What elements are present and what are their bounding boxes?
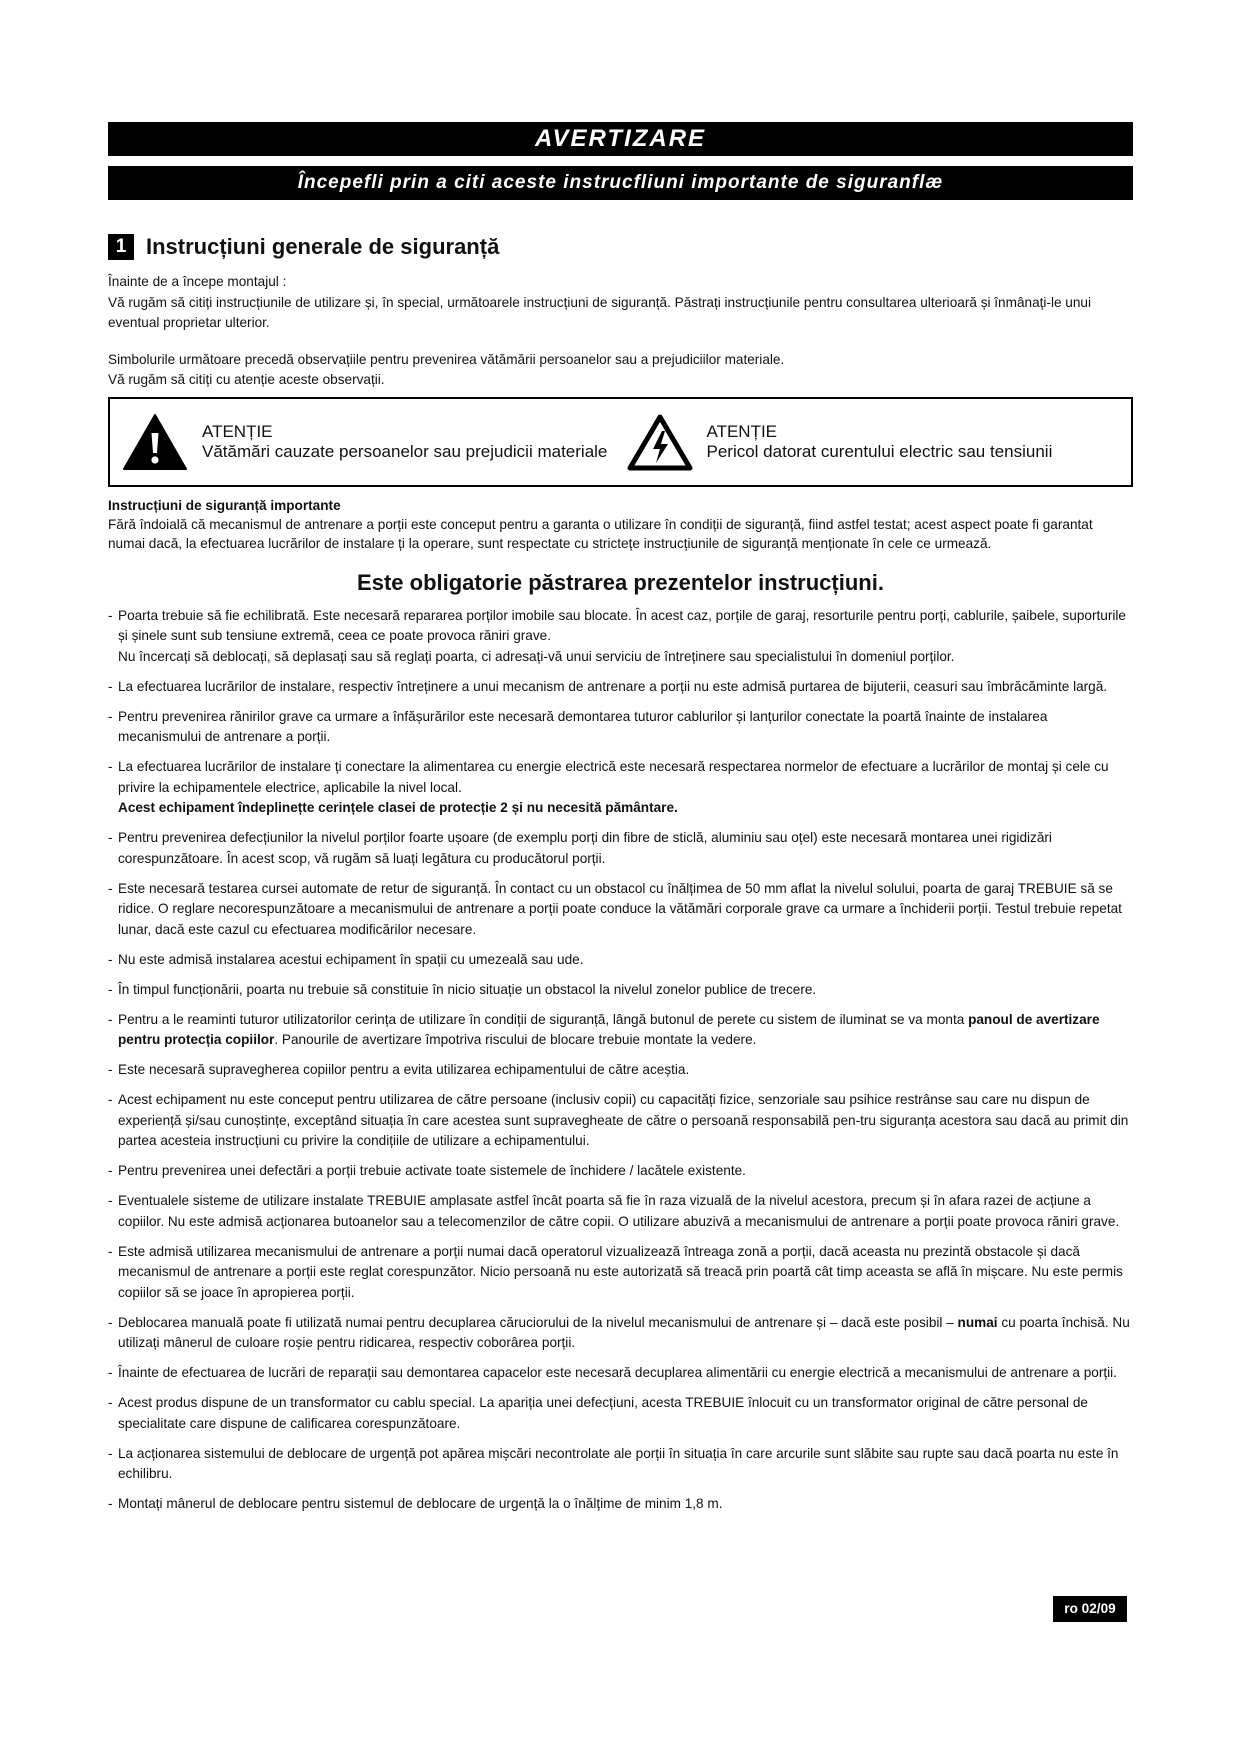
list-item: - Montați mânerul de deblocare pentru sistemul de deblocare de urgență la o înălțime de minim 1,8 m. (108, 1496, 723, 1511)
list-item: - Este necesară supravegherea copiilor pentru a evita utilizarea echipamentului de către aceștia. (108, 1062, 690, 1077)
list-item: - Acest produs dispune de un transformator cu cablu special. La apariția unei defecțiuni, acesta TREBUIE înlocuit cu un transformator original de către personal de specialitate care dispune de calificarea corespunzătoare. (108, 1395, 1088, 1431)
rule-bold-extra: Acest echipament îndeplinețte cerințele clasei de protecție 2 și nu necesită pământare. (118, 800, 678, 815)
list-item: - La efectuarea lucrărilor de instalare, respectiv întreținere a unui mecanism de antrenare a porții nu este admisă purtarea de bijuterii, ceasuri sau îmbrăcăminte largă. (108, 678, 1108, 694)
warning-general-label: ATENȚIE (202, 421, 273, 441)
list-item: - Poarta trebuie să fie echilibrată. Este necesară repararea porților imobile sau blocate. În acest caz, porțile de garaj, resorturile pentru porți, cablurile, șaibele, suporturile și șinele sunt sub tensiune extremă, ceea ce poate provoca răniri grave. Nu încercați să deblocați, să deplasați sau să reglați poarta, ci adresați-vă unui serviciu de întreținere sau specialistului în domeniul porților. (108, 606, 1133, 668)
list-item: - Înainte de efectuarea de lucrări de reparații sau demontarea capacelor este necesară decuplarea alimentării cu energie electrică a mecanismului de antrenare a porții. (108, 1365, 1117, 1380)
list-item: - Este admisă utilizarea mecanismului de antrenare a porții numai dacă operatorul vizualizează întreaga zonă a porții, dacă aceasta nu prezintă obstacole și dacă mecanismul de antrenare a porții este reglat corespunzător. Nicio persoană nu este autorizată să treacă prin poartă cât timp aceasta se află în mișcare. Nu este permis copiilor să se joace în apropierea porții. (108, 1243, 1123, 1300)
section-number-badge: 1 (108, 234, 134, 260)
warning-banner-title: AVERTIZARE (108, 122, 1133, 156)
warning-symbols-box (108, 397, 1133, 487)
warning-general-text: Vătămări cauzate persoanelor sau prejudicii materiale (202, 441, 608, 461)
list-item: - Acest echipament nu este conceput pentru utilizarea de către persoane (inclusiv copii) cu capacități fizice, senzoriale sau psihice restrânse sau care nu dispun de experiență și/sau cunoștințe, exceptând situația în care acestea sunt supravegheate de către o persoană responsabilă pen-tru siguranța acestora sau dacă au primit din partea acesteia instrucțiuni cu privire la condițiile de utilizare a echipamentului. (108, 1092, 1129, 1148)
warning-banner-subtitle: Începefli prin a citi aceste instrucfliuni importante de siguranflæ (108, 166, 1133, 200)
obligation-heading: Este obligatorie păstrarea prezentelor instrucțiuni. (357, 569, 884, 595)
list-item: - Pentru prevenirea rănirilor grave ca urmare a înfășurărilor este necesară demontarea tuturor cablurilor și lanțurilor conectate la poartă înainte de instalarea mecanismului de antrenare a porții. (108, 708, 1048, 744)
intro-line-1: Înainte de a începe montajul : (108, 274, 287, 289)
warning-electric-text: Pericol datorat curentului electric sau tensiunii (706, 441, 1053, 461)
section-title: Instrucțiuni generale de siguranță (146, 234, 500, 259)
intro-line-3: Simbolurile următoare precedă observațiile pentru prevenirea vătămării persoanelor sau a prejudiciilor materiale. (108, 351, 785, 367)
list-item: - Eventualele sisteme de utilizare instalate TREBUIE amplasate astfel încât poarta să fie în raza vizuală de la nivelul acestora, precum și în afara razei de acțiune a copiilor. Nu este admisă acționarea butoanelor sau a telecomenzilor de către copii. O utilizare abuzivă a mecanismului de antrenare a porții poate provoca răniri grave. (108, 1193, 1120, 1229)
rule-extra: Nu încercați să deblocați, să deplasați sau să reglați poarta, ci adresați-vă unui serviciu de întreținere sau specialistului în domeniul porților. (118, 648, 955, 664)
exclamation-triangle-icon (122, 413, 188, 471)
warning-electric-label: ATENȚIE (706, 421, 778, 441)
important-title: Instrucțiuni de siguranță importante (108, 497, 341, 513)
intro-line-2: Vă rugăm să citiți instrucțiunile de utilizare și, în special, următoarele instrucțiuni de siguranță. Păstrați instrucțiunile pentru consultarea ulterioară și înmânați-le unui eventual proprietar ulterior. (108, 294, 1092, 330)
lightning-triangle-icon (627, 413, 693, 471)
intro-line-4: Vă rugăm să citiți cu atenție aceste observații. (108, 372, 385, 387)
list-item: - La efectuarea lucrărilor de instalare ți conectare la alimentarea cu energie electrică este necesară respectarea normelor de efectuare a lucrărilor de montaj și cele cu privire la echipamentele electrice, aplicabile la nivel local. Acest echipament îndeplinețte cerințele clasei de protecție 2 și nu necesită pământare. (108, 757, 1133, 819)
list-item: - Pentru a le reaminti tuturor utilizatorilor cerința de utilizare în condiții de siguranță, lângă butonul de perete cu sistem de iluminat se va monta panoul de avertizare pentru protecția copiilor. Panourile de avertizare împotriva riscului de blocare trebuie montate la vedere. (108, 1011, 1100, 1047)
list-item: - Deblocarea manuală poate fi utilizată numai pentru decuplarea căruciorului de la nivelul mecanismului de antrenare și – dacă este posibil – numai cu poarta închisă. Nu utilizați mânerul de culoare roșie pentru ridicarea, respectiv coborârea porții. (108, 1314, 1130, 1350)
safety-rules-list (108, 606, 1133, 1515)
list-item: - La acționarea sistemului de deblocare de urgență pot apărea mișcări necontrolate ale porții în situația în care arcurile sunt slăbite sau rupte sau dacă poarta nu este în echilibru. (108, 1445, 1119, 1481)
warning-general (110, 413, 627, 471)
warning-electric (627, 413, 1132, 471)
list-item: - În timpul funcționării, poarta nu trebuie să constituie în nicio situație un obstacol la nivelul zonelor publice de trecere. (108, 981, 817, 997)
section-heading (108, 232, 1133, 262)
list-item: - Nu este admisă instalarea acestui echipament în spații cu umezeală sau ude. (108, 951, 584, 967)
list-item: - Este necesară testarea cursei automate de retur de siguranță. În contact cu un obstacol cu înălțimea de 50 mm aflat la nivelul solului, poarta de garaj TREBUIE să se ridice. O reglare necorespunzătoare a mecanismului de antrenare a porții poate conduce la vătămări corporale grave ca urmare a închiderii porții. Testul trebuie repetat lunar, dacă este cazul cu efectuarea modificărilor necesare. (108, 880, 1122, 937)
document-page (108, 122, 1133, 1524)
important-body: Fără îndoială că mecanismul de antrenare a porții este conceput pentru a garanta o utilizare în condiții de siguranță, fiind astfel testat; acest aspect poate fi garantat numai dacă, la efectuarea lucrărilor de instalare ți la operare, sunt respectate cu strictețe instrucțiunile de siguranță menționate în cele ce urmează. (108, 516, 1093, 551)
list-item: - Pentru prevenirea defecțiunilor la nivelul porților foarte ușoare (de exemplu porți din fibre de sticlă, aluminiu sau oțel) este necesară montarea unei rigidizări corespunzătoare. În acest scop, vă rugăm să luați legătura cu producătorul porții. (108, 830, 1052, 866)
page-number-badge: ro 02/09 (1053, 1596, 1127, 1622)
list-item: - Pentru prevenirea unei defectări a porții trebuie activate toate sistemele de închidere / lacătele existente. (108, 1163, 746, 1178)
